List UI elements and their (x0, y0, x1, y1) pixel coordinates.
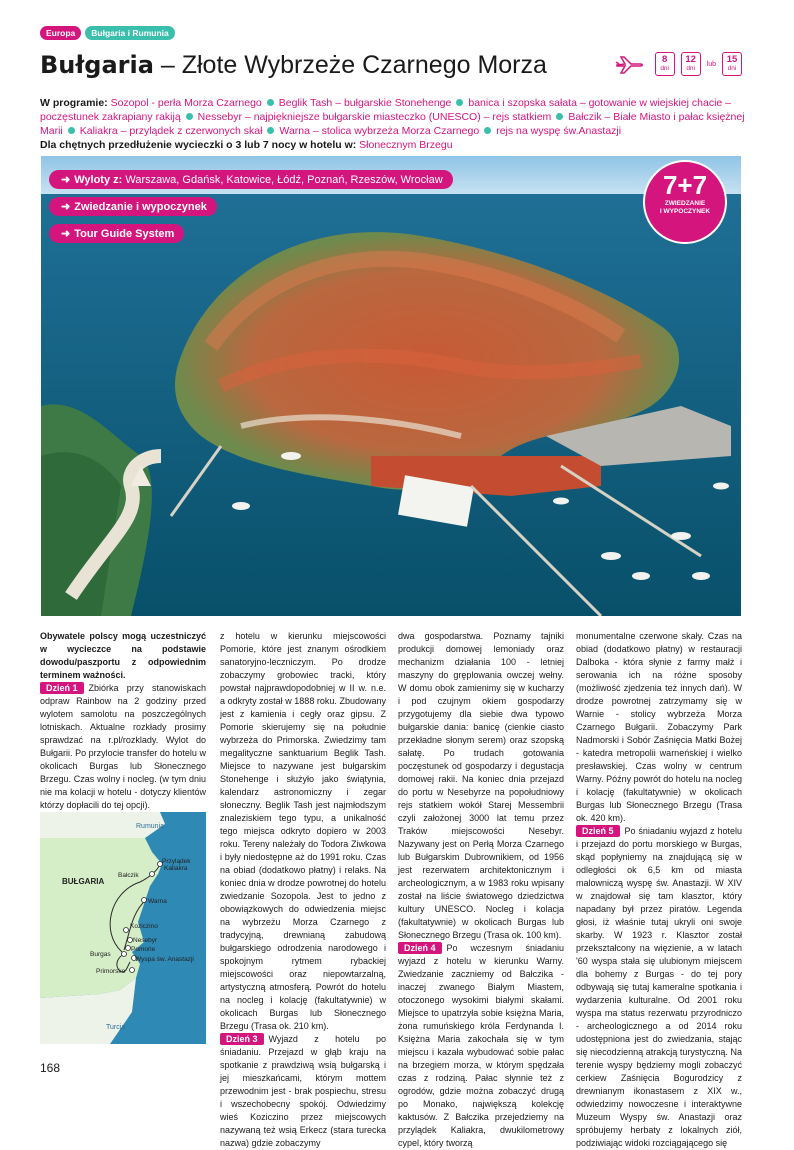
breadcrumb (40, 26, 175, 40)
day-label: Dzień 1 (40, 682, 84, 694)
duration-options (615, 52, 742, 76)
program-summary (40, 96, 760, 152)
day-text: dwa gospodarstwa. Poznamy tajniki produkcji domowej lemoniady oraz mechanizm działania 100 - letniej maszyny do gręplowania owczej wełny. W domu obok zamienimy się w kucharzy i pod czujnym okiem gospodarzy przygotujemy dla siebie dwa typowo bułgarskie dania: banicę (cienkie ciasto przekładne słonym serem) oraz szopską sałatę. Po trudach gotowania poczęstunek od gospodarzy i degustacja domowej rakii. Na koniec dnia przejazd do portu w Nesebyrze na popołudniowy rejs statkiem wokół Starej Messembrii czyli założonej 3000 lat temu przez Traków miejscowości Nesebyr. Nazywany jest on Perłą Morza Czarnego lub Bułgarskim Dubrownikiem, od 1956 jest rezerwatem architektonicznym i archeologicznym, a w 1983 roku wpisany został na liście światowego dziedzictwa kultury UNESCO. Nocleg i kolacja (fakultatywnie) w okolicach Burgas lub Słonecznego Brzegu (Trasa ok. 100 km). (398, 631, 564, 940)
boat (671, 532, 691, 540)
map-label-balczik: Bałczik (118, 872, 139, 879)
plane-icon (615, 54, 645, 74)
tour-guide-system-tag[interactable]: ➜ Tour Guide System (49, 224, 184, 243)
map-label-nesebyr: Nesebyr (133, 937, 158, 944)
map-label-turkey: Turcja (106, 1024, 126, 1031)
itinerary-column-1 (40, 630, 206, 838)
map-label-primorsko: Primorsko (96, 968, 126, 975)
marker-warna (142, 898, 147, 903)
day-text: z hotelu w kierunku miejscowości Pomorie, które jest znanym ośrodkiem sanatoryjno-leczniczym. Po drodze zobaczymy grobowiec tracki, który powstał najprawdopodobniej w II w. n.e. a odkryty został w 1888 roku. Zbudowany jest z kamienia i cegły oraz gipsu. Z Pomorie skierujemy się na południe wybrzeża do Primorska. Zwiedzimy tam megalityczne sanktuarium Beglik Tash. Miejsce to nazywane jest bułgarskim Stonehenge i służyło jako świątynia, kalendarz astronomiczny i zegar słoneczny. Beglik Tash jest najmłodszym znaleziskiem tego typu, a unikalność tego miejsca odkryto dopiero w 2003 roku. Tereny należały do Todora Ziwkowa i były niedostępne aż do 1991 roku. Czas na obiad (dodatkowo płatny) i relaks. Na koniec dnia w drodze powrotnej do hotelu zwiedzanie Sozopola. Jest to jedno z obowiązkowych do odwiedzenia miejsc na wybrzeżu Morza Czarnego z tradycyjną, drewnianą zabudową bułgarskiego odrodzenia narodowego i spokojnym rytmem rybackiej miejscowości oraz niepowtarzalną, artystyczną atmosferą. Powrót do hotelu na nocleg i kolację (fakultatywnie) w okolicach Burgas lub Słonecznego Brzegu (Trasa ok. 210 km). (220, 631, 386, 1031)
page-number: 168 (40, 1061, 61, 1075)
itinerary-column-4 (576, 630, 742, 1150)
marker-koziczino (124, 928, 129, 933)
boat (601, 552, 621, 560)
marker-balczik (150, 872, 155, 877)
arrow-right-icon: ➜ (61, 228, 71, 240)
bullet-dot-icon (68, 127, 75, 134)
day-label: Dzień 4 (398, 942, 442, 954)
passport-note: Obywatele polscy mogą uczestniczyć w wycieczce na podstawie dowodu/paszportu z odpowiednim terminem ważności. (40, 631, 206, 680)
map-label-kaliakra: Przylądek Kaliakra (162, 858, 191, 872)
bullet-dot-icon (456, 99, 463, 106)
day-label: Dzień 3 (220, 1033, 264, 1045)
offer-badge (643, 160, 727, 244)
itinerary-column-3 (398, 630, 564, 1150)
arrow-right-icon: ➜ (61, 174, 71, 186)
duration-box-8: 8 dni (655, 52, 675, 76)
boat (632, 572, 650, 580)
title-country: Bułgaria (40, 51, 154, 79)
bullet-dot-icon (484, 127, 491, 134)
day-text: Po śniadaniu wyjazd z hotelu i przejazd do portu morskiego w Burgas, skąd popłyniemy na znajdującą się w odległości ok 6,5 km od miasta malowniczą wyspę św. Anastazji. W XIV w znajdował się tam klasztor, który napadany był przez piratów. Legenda głosi, iż właśnie tutaj ukryli oni swoje skarby. W 1923 r. Klasztor został przekształcony na więzienie, a w latach '60 wyspa stała się ulubionym miejscem dla bohemy z Burgas - do tej pory odbywają się tutaj kameralne spotkania i wydarzenia kulturalne. Od 2001 roku wyspa ma status rezerwatu przyrodniczo - archeologicznego a od 2014 roku udostępniona jest do zwiedzania, stając się niecodzienną atrakcją turystyczną. Na terenie wyspy będziemy mogli zobaczyć cerkiew Zaśnięcia Bogurodzicy z drewnianym ikonastasem z XIX w., odwiedzimy nowoczesne i interaktywne Muzeum Wyspy św. Anastazji oraz spróbujemy herbaty z lokalnych ziół, podziwiając widoki rozciągającego się (576, 826, 742, 1148)
day-text: Zbiórka przy stanowiskach odpraw Rainbow na 2 godziny przed wylotem samolotu na poszczególnych lotniskach. Aktualne rozkłady prosimy sprawdzać na r.pl/rozklady. Wylot do Bułgarii. Po przylocie transfer do hotelu w okolicach Burgas lub Słonecznego Brzegu. Czas wolny i nocleg. (w tym dniu nie ma kolacji w hotelu - dotyczy klientów którzy dopłacili do tej opcji). (40, 683, 206, 810)
flights-tag[interactable]: ➜ Wyloty z: Warszawa, Gdańsk, Katowice, Łódź, Poznań, Rzeszów, Wrocław (49, 170, 453, 189)
program-item: Warna – stolica wybrzeża Morza Czarnego (279, 125, 480, 137)
marker-nesebyr (128, 938, 133, 943)
map-label-bulgaria: BUŁGARIA (62, 877, 105, 886)
day-text: Wyjazd z hotelu po śniadaniu. Przejazd w głąb kraju na spotkanie z prawdziwą wsią bułgarską i jej mieszkańcami, którym mottem przewodnim jest - brak pospiechu, stresu i wszechobecny spokój. Odwiedzimy wieś Koziczino przez miejscowych nazywaną też wsią Erkecz (stara turecka nazwa) gdzie zobaczymy (220, 1034, 386, 1148)
boat (232, 502, 250, 510)
program-label: W programie: (40, 97, 108, 109)
itinerary-column-2 (220, 630, 386, 1150)
boat (713, 483, 729, 490)
boat (281, 452, 301, 460)
marker-pomorie (126, 946, 131, 951)
duration-box-12: 12 dni (681, 52, 701, 76)
program-item: Beglik Tash – bułgarskie Stonehenge (278, 97, 452, 109)
program-item: rejs na wyspę św.Anastazji (496, 125, 622, 137)
badge-line: ZWIEDZANIE (664, 200, 706, 207)
day-text: monumentalne czerwone skały. Czas na obiad (dodatkowo płatny) w restauracji Dalboka - która słynie z farmy małż i serowania ich na różne sposoby (możliwość zjedzenia też innych dań). W drodze powrotnej zatrzymamy się w Warnie - stolicy wybrzeża Morza Czarnego Bułgarii. Zobaczymy Park Nadmorski i Sobór Zaśnięcia Matki Bożej - katedra metropolii warneńskiej i wielko presławskiej. Czas wolny w centrum Warny. Późny powrót do hotelu na nocleg i kolację (fakultatywnie) w okolicach Burgas lub Słonecznego Brzegu (Trasa ok. 420 km). (576, 631, 742, 823)
extension-value: Słonecznym Brzegu (359, 139, 453, 151)
program-item: Sozopol - perła Morza Czarnego (110, 97, 262, 109)
badge-nights: 7+7 (662, 170, 708, 200)
map-label-burgas: Burgas (90, 951, 111, 958)
breadcrumb-region[interactable]: Europa (40, 26, 81, 40)
boat (553, 498, 569, 505)
tour-type-tag[interactable]: ➜ Zwiedzanie i wypoczynek (49, 197, 217, 216)
map-label-pomorie: Pomorie (131, 946, 156, 953)
extension-label: Dla chętnych przedłużenie wycieczki o 3 lub 7 nocy w hotelu w: (40, 139, 357, 151)
bullet-dot-icon (267, 127, 274, 134)
map-label-anastazja: Wyspa św. Anastazji (135, 956, 194, 963)
program-item: Bałczik – Białe Miasto i pałac księżnej Marii (40, 111, 745, 137)
program-item: banica i szopska sałata – gotowanie w wiejskiej chacie – poczęstunek zakrapiany rakiją (40, 97, 732, 123)
boat (692, 572, 710, 580)
badge-line: I WYPOCZYNEK (659, 208, 711, 215)
day-label: Dzień 5 (576, 825, 620, 837)
arrow-right-icon: ➜ (61, 201, 71, 213)
page-title (40, 50, 547, 80)
route-map-svg (40, 812, 206, 1044)
program-item: Kaliakra – przylądek z czerwonych skał (79, 125, 263, 137)
program-item: Nessebyr – najpiękniejsze bułgarskie miasteczko (UNESCO) – rejs statkiem (197, 111, 552, 123)
marker-burgas (122, 952, 127, 957)
bullet-dot-icon (267, 99, 274, 106)
bullet-dot-icon (186, 113, 193, 120)
day-text: Po wczesnym śniadaniu wyjazd z hotelu w kierunku Warny. Zwiedzanie zaczniemy od Bałczika - inaczej zwanego Białym Miastem, otoczonego wysokimi białymi skałami. Miejsce to upatrzyła sobie księżna Maria, żona rumuńskiego króla Ferdynanda I. Księżna Maria zakochała się w tym miejscu i kazała wybudować sobie pałac na brzegiem morza, w którym spędzała czas z rodziną. Pałac słynnie też z ogrodów, gdzie można zobaczyć drugą po Monako, największą kolekcję kaktusów. Z Bałczika przejedziemy na przylądek Kaliakra, dwukilometrowy cypel, który tworzą (398, 943, 564, 1148)
map-label-koziczino: Koziczino (130, 923, 158, 930)
route-map (40, 812, 206, 1044)
breadcrumb-country[interactable]: Bułgaria i Rumunia (85, 26, 174, 40)
title-subtitle: – Złote Wybrzeże Czarnego Morza (153, 51, 547, 79)
duration-or: lub (706, 60, 716, 68)
map-label-romania: Rumunia (136, 823, 165, 830)
bullet-dot-icon (556, 113, 563, 120)
duration-box-15: 15 dni (722, 52, 742, 76)
marker-primorsko (130, 968, 135, 973)
map-label-warna: Warna (148, 898, 167, 905)
